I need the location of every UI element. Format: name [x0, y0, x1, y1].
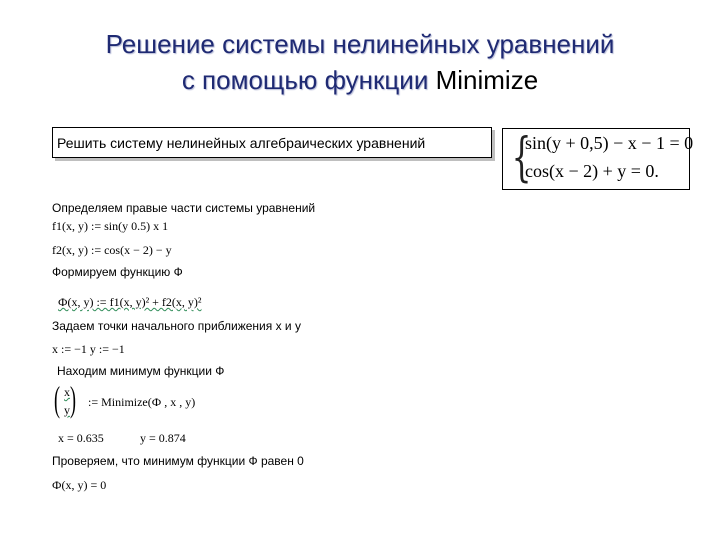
- check-result: Ф(x, y) = 0: [52, 478, 107, 492]
- result-x: x = 0.635: [58, 431, 104, 445]
- equation-1: sin(y + 0,5) − x − 1 = 0: [525, 133, 694, 153]
- title-line-2-prefix: с помощью функции: [181, 65, 436, 95]
- right-paren-icon: ): [70, 379, 76, 419]
- result-vector: [54, 379, 81, 421]
- f1-definition: f1(x, y) := sin(y 0.5) x 1: [52, 219, 169, 233]
- task-statement-box: [52, 127, 492, 158]
- left-paren-icon: (: [54, 379, 60, 419]
- title-line-1: Решение системы нелинейных уравнений: [105, 29, 615, 59]
- title-line-2: [0, 62, 720, 98]
- initial-values: x := −1 y := −1: [52, 342, 125, 356]
- f2-definition: f2(x, y) := cos(x − 2) − y: [52, 243, 172, 257]
- comment-initial-guess: Задаем точки начального приближения x и y: [52, 319, 301, 333]
- vector-x: x: [64, 385, 70, 399]
- minimize-call: := Minimize(Ф , x , y): [88, 395, 196, 409]
- vector-y: y: [64, 403, 70, 417]
- comment-find-minimum: Находим минимум функции Ф: [57, 364, 225, 378]
- comment-define-functions: Определяем правые части системы уравнений: [52, 201, 316, 215]
- comment-form-function: Формируем функцию Ф: [52, 265, 183, 279]
- equation-2: cos(x − 2) + y = 0.: [525, 161, 659, 181]
- system-brace-icon: {: [511, 128, 532, 188]
- result-y: y = 0.874: [140, 431, 186, 445]
- comment-check-minimum: Проверяем, что минимум функции Ф равен 0: [52, 454, 304, 468]
- title-function-name: Minimize: [435, 65, 539, 95]
- task-statement: Решить систему нелинейных алгебраических уравнений: [57, 135, 426, 151]
- slide-title: [0, 26, 720, 98]
- equation-system: [502, 128, 694, 190]
- phi-definition: Ф(x, y) := f1(x, y)² + f2(x, y)²: [58, 295, 202, 309]
